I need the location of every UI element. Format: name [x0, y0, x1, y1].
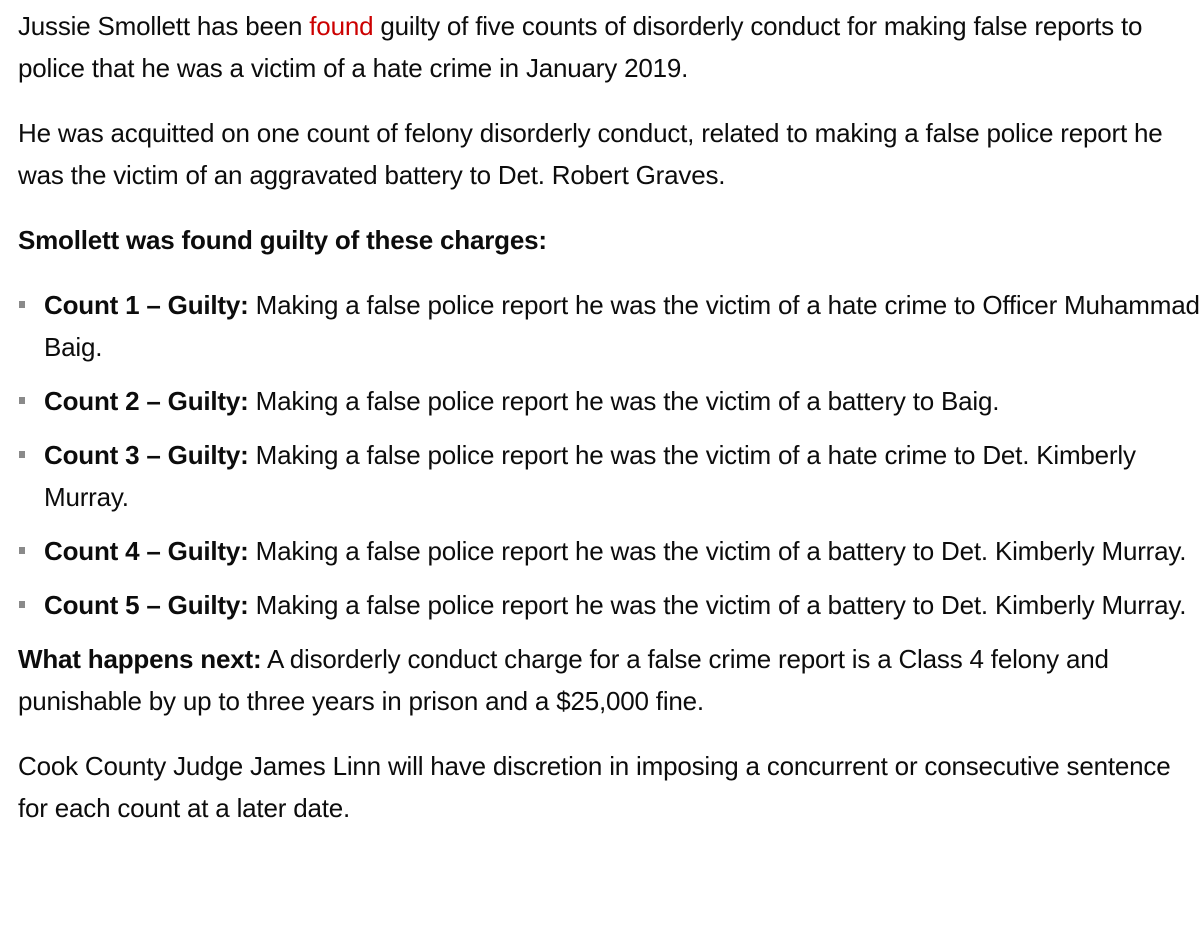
acquittal-paragraph: He was acquitted on one count of felony disorderly conduct, related to making a false police report he was the victim of an aggravated battery to Det. Robert Graves. [18, 118, 1163, 190]
count-text: Making a false police report he was the victim of a battery to Det. Kimberly Murray. [248, 536, 1187, 566]
count-text: Making a false police report he was the victim of a battery to Det. Kimberly Murray. [248, 590, 1187, 620]
count-label: Count 4 – Guilty: [44, 536, 249, 566]
bullet-icon [19, 601, 25, 608]
bullet-icon [19, 397, 25, 404]
bullet-icon [19, 301, 25, 308]
next-steps-label: What happens next: [18, 644, 262, 674]
bullet-icon [19, 547, 25, 554]
list-item [18, 584, 1200, 626]
count-label: Count 5 – Guilty: [44, 590, 249, 620]
intro-paragraph [18, 0, 1200, 89]
found-link[interactable]: found [309, 11, 374, 41]
judge-paragraph: Cook County Judge James Linn will have discretion in imposing a concurrent or consecutive sentence for each count at a later date. [18, 751, 1171, 823]
count-label: Count 3 – Guilty: [44, 440, 249, 470]
intro-text-after: guilty of five counts of disorderly conduct for making false reports to police that he was a victim of a hate crime in January 2019. [18, 11, 1143, 83]
next-steps-paragraph [18, 638, 1200, 722]
charges-heading [18, 219, 1200, 261]
count-text: Making a false police report he was the victim of a hate crime to Officer Muhammad Baig. [44, 290, 1200, 362]
count-label: Count 1 – Guilty: [44, 290, 249, 320]
intro-text-before: Jussie Smollett has been [18, 11, 310, 41]
list-item [18, 434, 1200, 518]
next-steps-text: A disorderly conduct charge for a false crime report is a Class 4 felony and punishable by up to three years in prison and a $25,000 fine. [18, 644, 1109, 716]
list-item [18, 530, 1200, 572]
list-item [18, 284, 1200, 368]
bullet-icon [19, 451, 25, 458]
charges-heading-text: Smollett was found guilty of these charges: [18, 225, 547, 255]
count-label: Count 2 – Guilty: [44, 386, 249, 416]
charges-list [18, 284, 1200, 626]
list-item [18, 380, 1200, 422]
count-text: Making a false police report he was the victim of a battery to Baig. [248, 386, 1000, 416]
count-text: Making a false police report he was the victim of a hate crime to Det. Kimberly Murray. [44, 440, 1136, 512]
